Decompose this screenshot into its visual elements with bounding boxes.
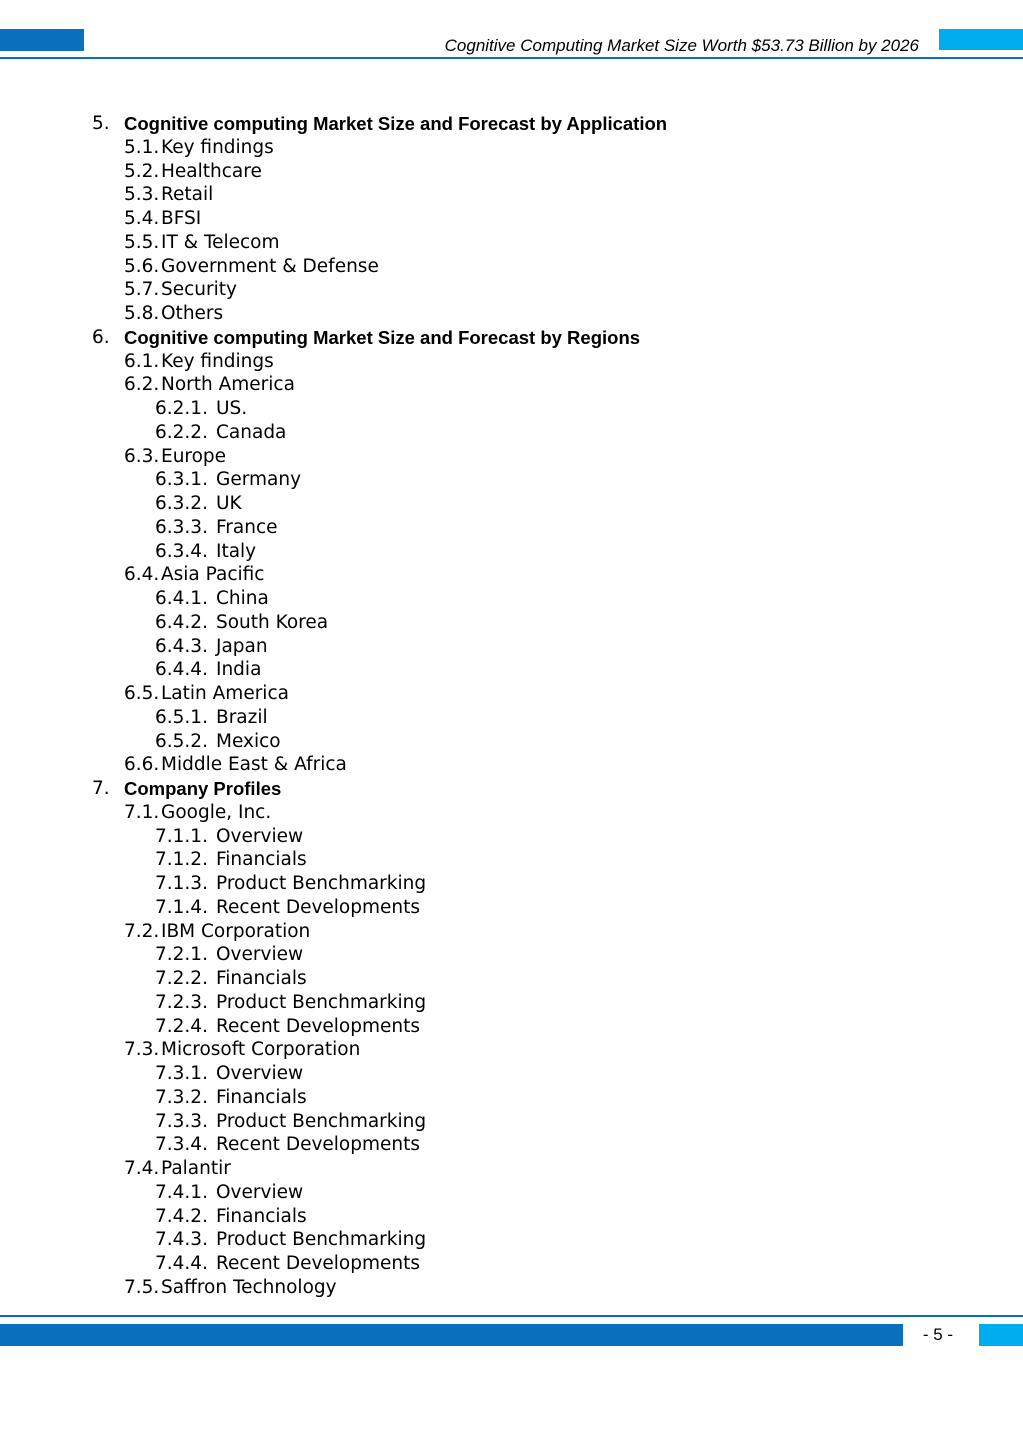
toc-entry-text: Japan — [216, 635, 268, 657]
toc-entry-text: Product Benchmarking — [216, 991, 427, 1013]
toc-entry-number: 5.1. — [124, 136, 160, 158]
toc-entry-text: US. — [216, 398, 248, 419]
toc-entry-number: 7.4.1. — [155, 1181, 208, 1203]
toc-entry-level-3 — [0, 1015, 1023, 1039]
toc-entry-number: 7.1.4. — [155, 896, 208, 918]
toc-entry-level-3 — [0, 540, 1023, 564]
toc-entry-text: Product Benchmarking — [216, 1110, 427, 1132]
toc-entry-number: 7.3.1. — [155, 1063, 208, 1084]
toc-entry-level-2 — [0, 183, 1023, 207]
toc-entry-text: France — [216, 516, 278, 538]
toc-entry-text: Mexico — [216, 730, 281, 752]
toc-entry-number: 7.1. — [124, 801, 160, 823]
toc-entry-number: 6.3.1. — [155, 469, 208, 491]
toc-entry-number: 6.4.3. — [155, 635, 208, 657]
toc-entry-number: 7.1.2. — [155, 849, 208, 871]
toc-entry-level-2 — [0, 445, 1023, 469]
toc-entry-number: 6.6. — [124, 754, 160, 776]
toc-entry-level-1 — [0, 326, 1023, 350]
toc-entry-text: Financials — [216, 1205, 307, 1227]
toc-entry-level-3 — [0, 943, 1023, 967]
toc-entry-number: 6.5.1. — [155, 706, 208, 728]
toc-entry-number: 6.4.4. — [155, 659, 208, 681]
toc-entry-text: Overview — [216, 944, 304, 966]
toc-entry-text: Overview — [216, 1063, 304, 1084]
toc-entry-number: 6.3.3. — [155, 516, 208, 538]
toc-entry-number: 7.3. — [124, 1039, 160, 1061]
toc-entry-level-3 — [0, 872, 1023, 896]
toc-entry-text: South Korea — [216, 611, 329, 633]
toc-entry-text: Google, Inc. — [161, 801, 272, 823]
toc-entry-number: 7.4. — [124, 1158, 160, 1179]
toc-entry-text: North America — [161, 374, 295, 396]
toc-entry-text: Recent Developments — [216, 1134, 420, 1156]
toc-entry-level-2 — [0, 563, 1023, 587]
toc-entry-number: 7.3.4. — [155, 1134, 208, 1156]
toc-entry-level-3 — [0, 492, 1023, 516]
toc-entry-number: 7.1.1. — [155, 825, 208, 847]
toc-entry-text: Retail — [161, 184, 214, 206]
toc-entry-text: Recent Developments — [216, 896, 420, 918]
toc-entry-level-3 — [0, 967, 1023, 991]
toc-entry-level-3 — [0, 611, 1023, 635]
page-number: - 5 - — [922, 1325, 954, 1344]
toc-entry-level-1 — [0, 777, 1023, 801]
toc-entry-level-2 — [0, 136, 1023, 160]
toc-entry-text: BFSI — [161, 208, 202, 229]
toc-entry-text: Overview — [216, 1181, 304, 1203]
footer-bar — [0, 1324, 903, 1346]
toc-entry-level-2 — [0, 920, 1023, 944]
toc-entry-text: Microsoft Corporation — [161, 1039, 361, 1061]
toc-entry-number: 5.3. — [124, 184, 160, 206]
toc-entry-level-2 — [0, 278, 1023, 302]
toc-entry-number: 7.2.4. — [155, 1015, 208, 1037]
toc-entry-text: Cognitive computing Market Size and Forecast by Application — [124, 113, 668, 134]
toc-entry-text: Asia Pacific — [161, 564, 265, 586]
toc-entry-text: Italy — [216, 540, 257, 562]
header-title: Cognitive Computing Market Size Worth $53.73 Billion by 2026 — [444, 36, 919, 55]
toc-entry-level-3 — [0, 1062, 1023, 1086]
toc-entry-number: 7.2.3. — [155, 991, 208, 1013]
toc-entry-text: Brazil — [216, 706, 268, 728]
toc-entry-level-2 — [0, 207, 1023, 231]
toc-entry-text: Cognitive computing Market Size and Forecast by Regions — [124, 326, 641, 348]
toc-entry-level-3 — [0, 397, 1023, 421]
toc-entry-level-3 — [0, 658, 1023, 682]
toc-entry-level-3 — [0, 1133, 1023, 1157]
toc-entry-number: 6.3.4. — [155, 540, 208, 562]
toc-entry-number: 7.2.2. — [155, 968, 208, 989]
toc-entry-level-3 — [0, 991, 1023, 1015]
toc-entry-level-2 — [0, 302, 1023, 326]
toc-entry-text: Recent Developments — [216, 1253, 420, 1274]
toc-entry-level-3 — [0, 825, 1023, 849]
toc-entry-number: 6.4.1. — [155, 588, 208, 609]
toc-entry-text: Overview — [216, 825, 304, 847]
toc-entry-text: IBM Corporation — [161, 920, 311, 942]
toc-entry-text: Key findings — [161, 350, 274, 372]
toc-entry-number: 5.6. — [124, 255, 160, 277]
toc-entry-number: 6.3. — [124, 445, 160, 467]
toc-entry-text: Security — [161, 279, 237, 301]
toc-entry-level-2 — [0, 1157, 1023, 1181]
toc-entry-level-3 — [0, 468, 1023, 492]
toc-entry-level-3 — [0, 1228, 1023, 1252]
toc-entry-number: 6.1. — [124, 350, 160, 372]
toc-entry-text: UK — [216, 493, 242, 514]
toc-entry-level-3 — [0, 421, 1023, 445]
toc-entry-number: 6.4.2. — [155, 611, 208, 633]
toc-entry-level-2 — [0, 801, 1023, 825]
toc-entry-level-3 — [0, 1086, 1023, 1110]
toc-entry-text: China — [216, 588, 269, 609]
footer-rule — [0, 1315, 1023, 1317]
toc-entry-number: 5.7. — [124, 279, 160, 301]
toc-entry-level-3 — [0, 896, 1023, 920]
toc-entry-text: Company Profiles — [124, 778, 282, 799]
toc-entry-text: Financials — [216, 968, 307, 989]
toc-entry-number: 6.5. — [124, 683, 160, 704]
toc-entry-text: Saffron Technology — [161, 1276, 337, 1298]
toc-entry-text: Canada — [216, 421, 287, 443]
toc-entry-level-3 — [0, 1181, 1023, 1205]
toc-entry-level-3 — [0, 1110, 1023, 1134]
toc-entry-number: 6.2.2. — [155, 421, 208, 443]
toc-entry-number: 7.4.4. — [155, 1253, 208, 1274]
toc-entry-level-3 — [0, 1252, 1023, 1276]
toc-entry-text: Germany — [216, 469, 302, 491]
table-of-contents — [0, 112, 1023, 1300]
toc-entry-number: 5.4. — [124, 208, 160, 229]
toc-entry-level-3 — [0, 587, 1023, 611]
toc-entry-text: Europe — [161, 445, 227, 467]
footer-accent-right — [979, 1324, 1023, 1346]
toc-entry-number: 7.3.3. — [155, 1110, 208, 1132]
toc-entry-text: Latin America — [161, 683, 289, 704]
toc-entry-level-2 — [0, 1038, 1023, 1062]
header-accent-right — [939, 29, 1023, 50]
toc-entry-text: Healthcare — [161, 160, 262, 182]
toc-entry-level-3 — [0, 635, 1023, 659]
toc-entry-number: 6.3.2. — [155, 493, 208, 514]
toc-entry-level-2 — [0, 160, 1023, 184]
toc-entry-number: 6. — [92, 326, 110, 348]
toc-entry-level-2 — [0, 373, 1023, 397]
toc-entry-level-1 — [0, 112, 1023, 136]
toc-entry-level-2 — [0, 255, 1023, 279]
toc-entry-number: 7.3.2. — [155, 1086, 208, 1108]
toc-entry-number: 6.5.2. — [155, 730, 208, 752]
toc-entry-number: 7. — [92, 778, 110, 799]
toc-entry-level-2 — [0, 682, 1023, 706]
toc-entry-number: 5. — [92, 113, 110, 134]
toc-entry-text: Product Benchmarking — [216, 1229, 427, 1251]
toc-entry-number: 5.5. — [124, 231, 160, 253]
toc-entry-number: 5.2. — [124, 160, 160, 182]
toc-entry-level-3 — [0, 848, 1023, 872]
toc-entry-text: Recent Developments — [216, 1015, 420, 1037]
toc-entry-level-2 — [0, 350, 1023, 374]
toc-entry-text: Others — [161, 303, 224, 324]
toc-entry-text: India — [216, 659, 262, 681]
toc-entry-number: 7.1.3. — [155, 873, 208, 894]
header-rule — [0, 57, 1023, 59]
toc-entry-text: Financials — [216, 849, 307, 871]
toc-entry-number: 6.2. — [124, 374, 160, 396]
toc-entry-level-2 — [0, 231, 1023, 255]
toc-entry-number: 5.8. — [124, 303, 160, 324]
toc-entry-level-3 — [0, 1205, 1023, 1229]
toc-entry-number: 6.2.1. — [155, 398, 208, 419]
toc-entry-text: Government & Defense — [161, 255, 379, 277]
toc-entry-number: 7.2.1. — [155, 944, 208, 966]
toc-entry-text: Product Benchmarking — [216, 873, 427, 894]
toc-entry-level-3 — [0, 730, 1023, 754]
toc-entry-level-2 — [0, 1276, 1023, 1300]
toc-entry-text: Key findings — [161, 136, 274, 158]
toc-entry-text: IT & Telecom — [161, 231, 280, 253]
toc-entry-text: Middle East & Africa — [161, 754, 347, 776]
toc-entry-text: Palantir — [161, 1158, 231, 1179]
toc-entry-text: Financials — [216, 1086, 307, 1108]
toc-entry-level-3 — [0, 706, 1023, 730]
toc-entry-level-3 — [0, 516, 1023, 540]
toc-entry-level-2 — [0, 753, 1023, 777]
toc-entry-number: 7.4.3. — [155, 1229, 208, 1251]
toc-entry-number: 7.5. — [124, 1276, 160, 1298]
header-accent-left — [0, 29, 84, 51]
toc-entry-number: 7.2. — [124, 920, 160, 942]
toc-entry-number: 7.4.2. — [155, 1205, 208, 1227]
toc-entry-number: 6.4. — [124, 564, 160, 586]
